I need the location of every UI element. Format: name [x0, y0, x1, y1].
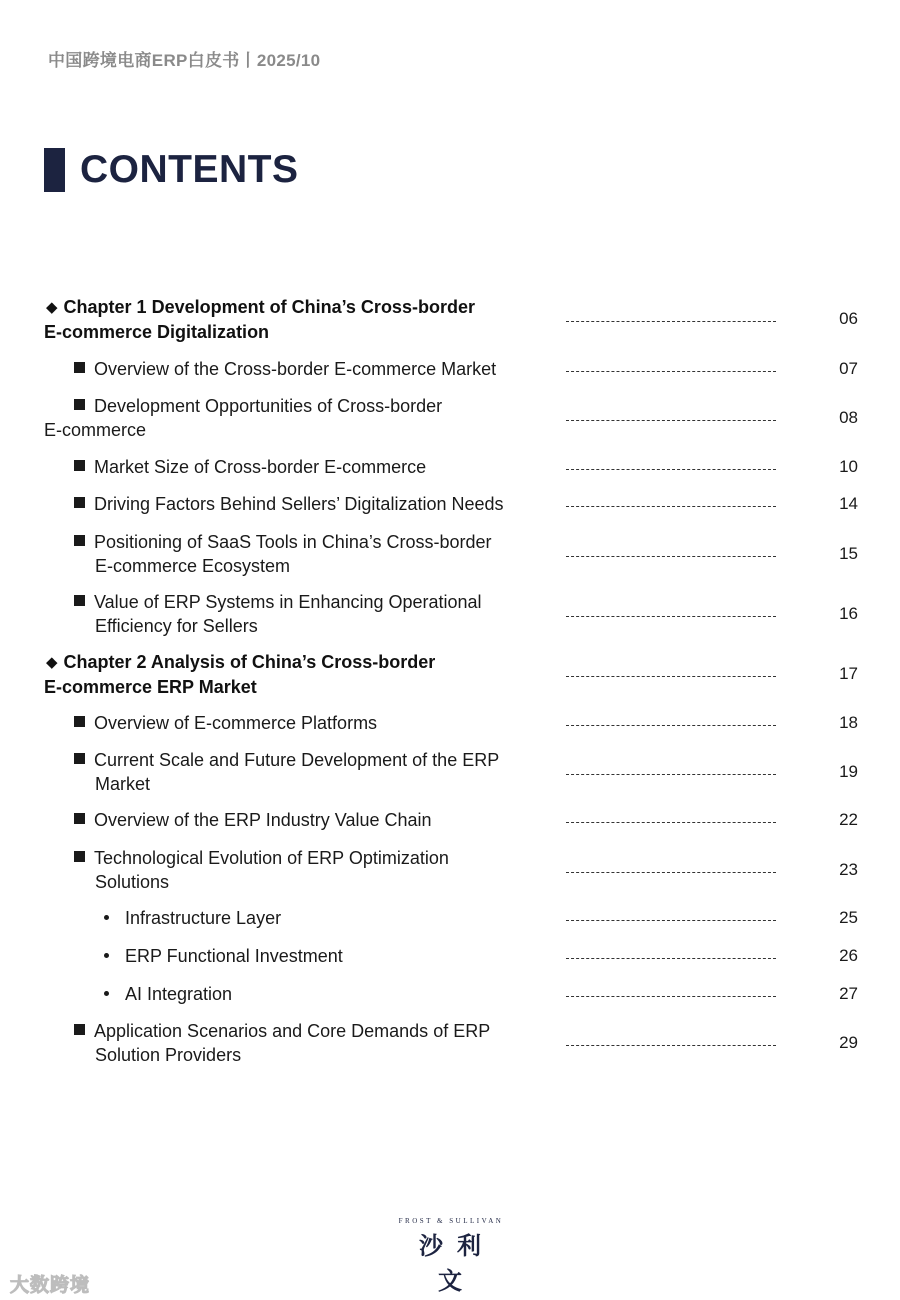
toc-entry-title	[74, 357, 496, 381]
dotted-leader	[566, 725, 776, 726]
toc-page-number: 25	[839, 908, 858, 927]
square-bullet-icon	[74, 851, 85, 862]
toc-entry-title	[46, 295, 475, 344]
toc-page-number: 10	[839, 457, 858, 476]
dotted-leader	[566, 371, 776, 372]
square-bullet-icon	[74, 497, 85, 508]
dot-bullet-icon	[104, 991, 109, 996]
toc-page-number: 17	[839, 664, 858, 683]
dotted-leader	[566, 1045, 776, 1046]
toc-entry-line: E-commerce ERP Market	[44, 677, 257, 697]
toc-entry-title	[74, 492, 504, 516]
dotted-leader	[566, 506, 776, 507]
document-header: 中国跨境电商ERP白皮书丨2025/10	[48, 51, 321, 70]
toc-entry-line: ERP Functional Investment	[125, 946, 343, 966]
watermark: 大数跨境	[10, 1275, 91, 1296]
diamond-bullet-icon: ◆	[46, 299, 58, 316]
dotted-leader	[566, 774, 776, 775]
toc-entry-title	[44, 394, 443, 442]
dotted-leader	[566, 676, 776, 677]
logo-english-text: FROST & SULLIVAN	[398, 1217, 504, 1225]
square-bullet-icon	[74, 535, 85, 546]
toc-entry-title	[74, 530, 492, 578]
square-bullet-icon	[74, 1024, 85, 1035]
square-bullet-icon	[74, 813, 85, 824]
toc-entry-title	[104, 944, 343, 968]
toc-entry-line: Market Size of Cross-border E-commerce	[94, 457, 427, 477]
toc-page-number: 14	[839, 494, 858, 513]
dot-bullet-icon	[104, 915, 109, 920]
dotted-leader	[566, 872, 776, 873]
toc-page-number: 16	[839, 604, 858, 623]
toc-entry-title	[74, 711, 377, 735]
page-title: CONTENTS	[80, 148, 299, 191]
toc-entry-line: Chapter 1 Development of China’s Cross-border	[63, 297, 475, 317]
dotted-leader	[566, 420, 776, 421]
title-accent-bar	[44, 148, 65, 192]
dotted-leader	[566, 321, 776, 322]
toc-entry-line: Market	[95, 774, 151, 794]
dotted-leader	[566, 469, 776, 470]
square-bullet-icon	[74, 399, 85, 410]
dot-bullet-icon	[104, 953, 109, 958]
toc-entry-title	[74, 846, 449, 894]
toc-entry-line: Value of ERP Systems in Enhancing Operational	[94, 592, 482, 612]
toc-page-number: 08	[839, 408, 858, 427]
toc-page-number: 06	[839, 309, 858, 328]
toc-entry-line: AI Integration	[125, 984, 233, 1004]
toc-entry-line: Driving Factors Behind Sellers’ Digitalization Needs	[94, 494, 504, 514]
toc-entry-line: Efficiency for Sellers	[95, 616, 258, 636]
toc-page-number: 19	[839, 762, 858, 781]
toc-page-number: 29	[839, 1033, 858, 1052]
square-bullet-icon	[74, 753, 85, 764]
toc-page-number: 23	[839, 860, 858, 879]
toc-entry-line: E-commerce Digitalization	[44, 322, 270, 342]
toc-entry-title	[74, 748, 499, 796]
toc-entry-title	[74, 590, 482, 638]
dotted-leader	[566, 958, 776, 959]
toc-page-number: 15	[839, 544, 858, 563]
toc-entry-line: Solution Providers	[95, 1045, 242, 1065]
toc-entry-line: E-commerce Ecosystem	[95, 556, 291, 576]
square-bullet-icon	[74, 362, 85, 373]
toc-entry-line: Technological Evolution of ERP Optimization	[94, 848, 449, 868]
toc-entry-line: Current Scale and Future Development of the ERP	[94, 750, 500, 770]
toc-entry-line: Positioning of SaaS Tools in China’s Cross-border	[94, 532, 492, 552]
toc-page-number: 27	[839, 984, 858, 1003]
toc-page-number: 26	[839, 946, 858, 965]
toc-entry-line: Chapter 2 Analysis of China’s Cross-border	[63, 652, 436, 672]
logo-chinese-text: 沙利文	[419, 1233, 495, 1295]
toc-page-number: 22	[839, 810, 858, 829]
toc-entry-line: Development Opportunities of Cross-border	[94, 396, 443, 416]
dotted-leader	[566, 556, 776, 557]
dotted-leader	[566, 996, 776, 997]
toc-entry-title	[74, 808, 432, 832]
toc-entry-title	[104, 906, 281, 930]
toc-entry-line: Solutions	[95, 872, 170, 892]
toc-entry-line: Overview of E-commerce Platforms	[94, 713, 378, 733]
toc-page-number: 18	[839, 713, 858, 732]
toc-entry-line: Overview of the ERP Industry Value Chain	[94, 810, 432, 830]
dotted-leader	[566, 616, 776, 617]
frost-sullivan-logo	[389, 1217, 513, 1296]
square-bullet-icon	[74, 595, 85, 606]
dotted-leader	[566, 920, 776, 921]
toc-entry-line: Application Scenarios and Core Demands of ERP	[94, 1021, 491, 1041]
toc-entry-line: Overview of the Cross-border E-commerce Market	[94, 359, 497, 379]
square-bullet-icon	[74, 460, 85, 471]
toc-entry-title	[104, 982, 232, 1006]
toc-entry-title	[46, 650, 435, 699]
toc-entry-line: E-commerce	[44, 420, 147, 440]
toc-entry-title	[74, 455, 426, 479]
toc-entry-line: Infrastructure Layer	[125, 908, 282, 928]
square-bullet-icon	[74, 716, 85, 727]
contents-heading	[44, 146, 299, 194]
toc-page-number: 07	[839, 359, 858, 378]
diamond-bullet-icon: ◆	[46, 654, 58, 671]
dotted-leader	[566, 822, 776, 823]
toc-entry-title	[74, 1019, 490, 1067]
